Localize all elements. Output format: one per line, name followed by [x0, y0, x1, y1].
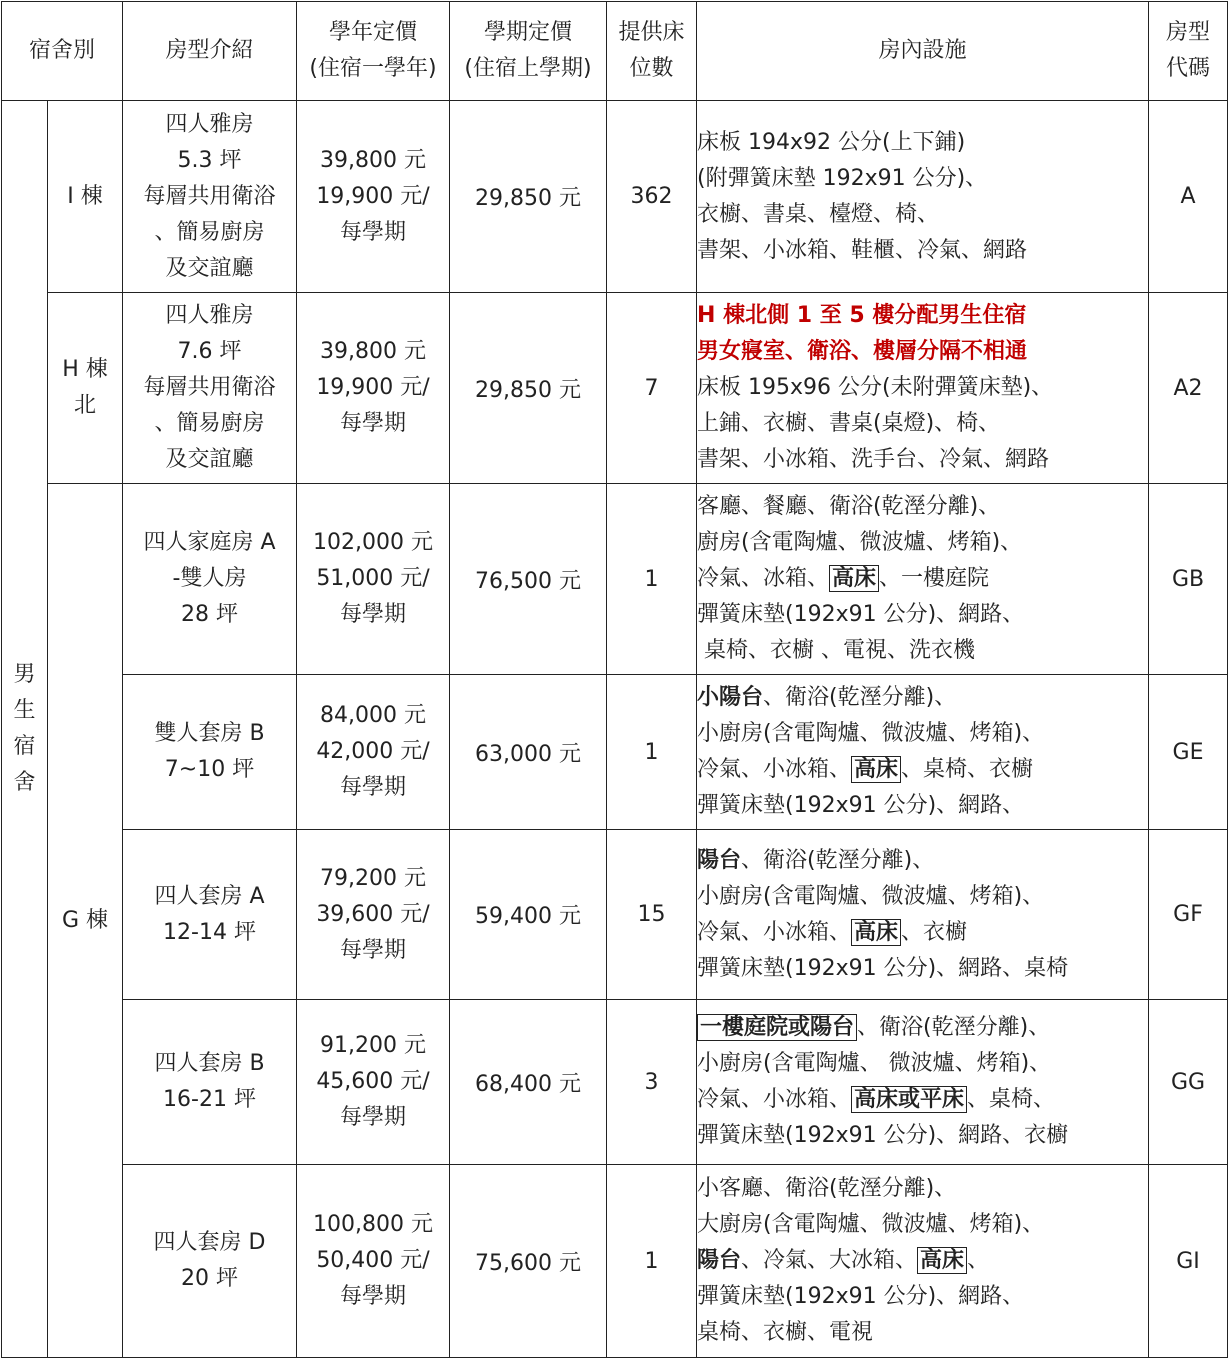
- room-type-cell: 雙人套房 B 7~10 坪: [123, 675, 297, 830]
- semester-price-cell: 59,400 元: [450, 830, 607, 1000]
- room-type-cell: 四人套房 D 20 坪: [123, 1165, 297, 1358]
- facility-line: [697, 597, 1148, 633]
- facility-text: 小廚房(含電陶爐、 微波爐、烤箱)、: [697, 1051, 1052, 1076]
- facilities-cell: [697, 293, 1149, 484]
- annual-price-cell: 91,200 元 45,600 元/ 每學期: [297, 1000, 450, 1165]
- header-annual-price: 學年定價 (住宿一學年): [297, 2, 450, 101]
- header-semester-price: 學期定價 (住宿上學期): [450, 2, 607, 101]
- facility-text: H 棟北側 1 至 5 樓分配男生住宿: [697, 303, 1027, 328]
- table-row: [2, 830, 1228, 1000]
- beds-cell: 3: [607, 1000, 697, 1165]
- facility-text: 上鋪、衣櫥、書桌(桌燈)、椅、: [697, 411, 1001, 436]
- table-row: [2, 1000, 1228, 1165]
- room-type-cell: 四人家庭房 A -雙人房 28 坪: [123, 484, 297, 675]
- highlighted-facility: 高床: [851, 756, 901, 783]
- facility-text: 彈簧床墊(192x91 公分)、網路、: [697, 793, 1025, 818]
- facility-text: 、衛浴(乾溼分離)、: [763, 685, 957, 710]
- facility-text: 冷氣、小冰箱、: [697, 757, 852, 782]
- highlighted-facility: 高床: [829, 565, 879, 592]
- beds-cell: 7: [607, 293, 697, 484]
- room-type-cell: 四人套房 A 12-14 坪: [123, 830, 297, 1000]
- facility-text: 冷氣、冰箱、: [697, 566, 830, 591]
- facility-line: [697, 716, 1148, 752]
- facility-line: [697, 1279, 1148, 1315]
- facility-text: 、衛浴(乾溼分離)、: [741, 847, 935, 873]
- facility-text: 床板 194x92 公分(上下鋪): [697, 129, 966, 155]
- facility-text: 小廚房(含電陶爐、微波爐、烤箱)、: [697, 883, 1045, 909]
- table-row: [2, 675, 1228, 830]
- facility-line: [697, 125, 1148, 161]
- facility-text: 、衣櫥: [901, 919, 968, 945]
- semester-price-cell: 29,850 元: [450, 293, 607, 484]
- facility-line: [697, 843, 1148, 879]
- facility-text: 、一樓庭院: [879, 566, 990, 591]
- header-beds: 提供床 位數: [607, 2, 697, 101]
- highlighted-facility: 高床: [851, 919, 901, 946]
- facility-line: [697, 752, 1148, 788]
- facility-text: 彈簧床墊(192x91 公分)、網路、桌椅: [697, 955, 1069, 981]
- facility-line: [697, 788, 1148, 824]
- building-g: G 棟: [48, 484, 123, 1358]
- facility-text: 、桌椅、衣櫥: [901, 757, 1034, 782]
- beds-cell: 1: [607, 484, 697, 675]
- facility-text: 彈簧床墊(192x91 公分)、網路、: [697, 602, 1025, 627]
- facilities-cell: [697, 830, 1149, 1000]
- facility-line: [697, 680, 1148, 716]
- facility-text: 客廳、餐廳、衛浴(乾溼分離)、: [697, 494, 1001, 519]
- annual-price-cell: 102,000 元 51,000 元/ 每學期: [297, 484, 450, 675]
- facility-line: [697, 561, 1148, 597]
- beds-cell: 362: [607, 101, 697, 293]
- facility-text: 、: [967, 1248, 990, 1273]
- facility-line: [697, 489, 1148, 525]
- facility-line: [697, 1315, 1148, 1351]
- room-type-cell: 四人雅房 7.6 坪 每層共用衛浴 、簡易廚房 及交誼廳: [123, 293, 297, 484]
- highlighted-facility: 高床: [917, 1247, 967, 1274]
- header-facilities: 房內設施: [697, 2, 1149, 101]
- facility-line: [697, 161, 1148, 197]
- annual-price-cell: 100,800 元 50,400 元/ 每學期: [297, 1165, 450, 1358]
- facility-line: [697, 525, 1148, 561]
- code-cell: GI: [1149, 1165, 1228, 1358]
- facility-line: [697, 442, 1148, 478]
- facility-line: [697, 233, 1148, 269]
- facility-text: 桌椅、衣櫥 、電視、洗衣機: [697, 638, 976, 663]
- facility-line: [697, 951, 1148, 987]
- facilities-cell: [697, 1000, 1149, 1165]
- annual-price-cell: 79,200 元 39,600 元/ 每學期: [297, 830, 450, 1000]
- facility-line: [697, 334, 1148, 370]
- facility-text: 陽台: [697, 847, 742, 873]
- room-type-cell: 四人套房 B 16-21 坪: [123, 1000, 297, 1165]
- facility-text: 小客廳、衛浴(乾溼分離)、: [697, 1176, 957, 1201]
- semester-price-cell: 68,400 元: [450, 1000, 607, 1165]
- beds-cell: 1: [607, 1165, 697, 1358]
- facility-line: [697, 633, 1148, 669]
- code-cell: GG: [1149, 1000, 1228, 1165]
- facility-line: [697, 879, 1148, 915]
- facility-text: 、桌椅、: [967, 1087, 1056, 1112]
- table-row: [2, 101, 1228, 293]
- beds-cell: 1: [607, 675, 697, 830]
- header-dorm: 宿舍別: [2, 2, 123, 101]
- facility-line: [697, 1010, 1148, 1046]
- category-male-dorm: 男 生 宿 舍: [2, 101, 48, 1358]
- facility-text: 書架、小冰箱、鞋櫃、冷氣、網路: [697, 237, 1028, 263]
- facility-text: (附彈簧床墊 192x91 公分)、: [697, 165, 988, 191]
- facility-text: 小廚房(含電陶爐、微波爐、烤箱)、: [697, 721, 1045, 746]
- facility-line: [697, 915, 1148, 951]
- highlighted-facility: 高床或平床: [851, 1086, 967, 1113]
- facility-text: 床板 195x96 公分(未附彈簧床墊)、: [697, 375, 1054, 400]
- header-room-type: 房型介紹: [123, 2, 297, 101]
- annual-price-cell: 39,800 元 19,900 元/ 每學期: [297, 101, 450, 293]
- facility-text: 衣櫥、書桌、檯燈、椅、: [697, 201, 940, 227]
- facility-line: [697, 370, 1148, 406]
- semester-price-cell: 29,850 元: [450, 101, 607, 293]
- facility-line: [697, 1082, 1148, 1118]
- facility-text: 彈簧床墊(192x91 公分)、網路、: [697, 1284, 1025, 1309]
- semester-price-cell: 76,500 元: [450, 484, 607, 675]
- code-cell: A2: [1149, 293, 1228, 484]
- facility-line: [697, 1207, 1148, 1243]
- facility-text: 冷氣、小冰箱、: [697, 1087, 852, 1112]
- annual-price-cell: 84,000 元 42,000 元/ 每學期: [297, 675, 450, 830]
- facility-line: [697, 1046, 1148, 1082]
- facility-text: 、衛浴(乾溼分離)、: [857, 1015, 1051, 1040]
- header-code: 房型 代碼: [1149, 2, 1228, 101]
- facility-text: 彈簧床墊(192x91 公分)、網路、衣櫥: [697, 1123, 1069, 1148]
- code-cell: GB: [1149, 484, 1228, 675]
- facility-text: 冷氣、小冰箱、: [697, 919, 852, 945]
- facilities-cell: [697, 484, 1149, 675]
- facility-text: 廚房(含電陶爐、微波爐、烤箱)、: [697, 530, 1023, 555]
- table-row: [2, 1165, 1228, 1358]
- facilities-cell: [697, 675, 1149, 830]
- table-row: [2, 293, 1228, 484]
- facility-text: 男女寢室、衛浴、樓層分隔不相通: [697, 339, 1028, 364]
- facilities-cell: [697, 101, 1149, 293]
- facility-text: 大廚房(含電陶爐、微波爐、烤箱)、: [697, 1212, 1045, 1237]
- annual-price-cell: 39,800 元 19,900 元/ 每學期: [297, 293, 450, 484]
- facility-line: [697, 406, 1148, 442]
- code-cell: A: [1149, 101, 1228, 293]
- facility-line: [697, 197, 1148, 233]
- room-type-cell: 四人雅房 5.3 坪 每層共用衛浴 、簡易廚房 及交誼廳: [123, 101, 297, 293]
- facility-text: 書架、小冰箱、洗手台、冷氣、網路: [697, 447, 1050, 472]
- facility-text: 、冷氣、大冰箱、: [741, 1248, 918, 1273]
- building-h-north: H 棟 北: [48, 293, 123, 484]
- code-cell: GE: [1149, 675, 1228, 830]
- building-i: I 棟: [48, 101, 123, 293]
- facility-line: [697, 1118, 1148, 1154]
- facility-line: [697, 298, 1148, 334]
- facilities-cell: [697, 1165, 1149, 1358]
- facility-line: [697, 1171, 1148, 1207]
- dormitory-pricing-table: [1, 1, 1228, 1358]
- facility-text: 桌椅、衣櫥、電視: [697, 1320, 874, 1345]
- code-cell: GF: [1149, 830, 1228, 1000]
- beds-cell: 15: [607, 830, 697, 1000]
- semester-price-cell: 75,600 元: [450, 1165, 607, 1358]
- highlighted-facility: 一樓庭院或陽台: [697, 1014, 857, 1041]
- semester-price-cell: 63,000 元: [450, 675, 607, 830]
- table-row: [2, 484, 1228, 675]
- header-row: [2, 2, 1228, 101]
- facility-line: [697, 1243, 1148, 1279]
- facility-text: 陽台: [697, 1248, 742, 1273]
- facility-text: 小陽台: [697, 685, 764, 710]
